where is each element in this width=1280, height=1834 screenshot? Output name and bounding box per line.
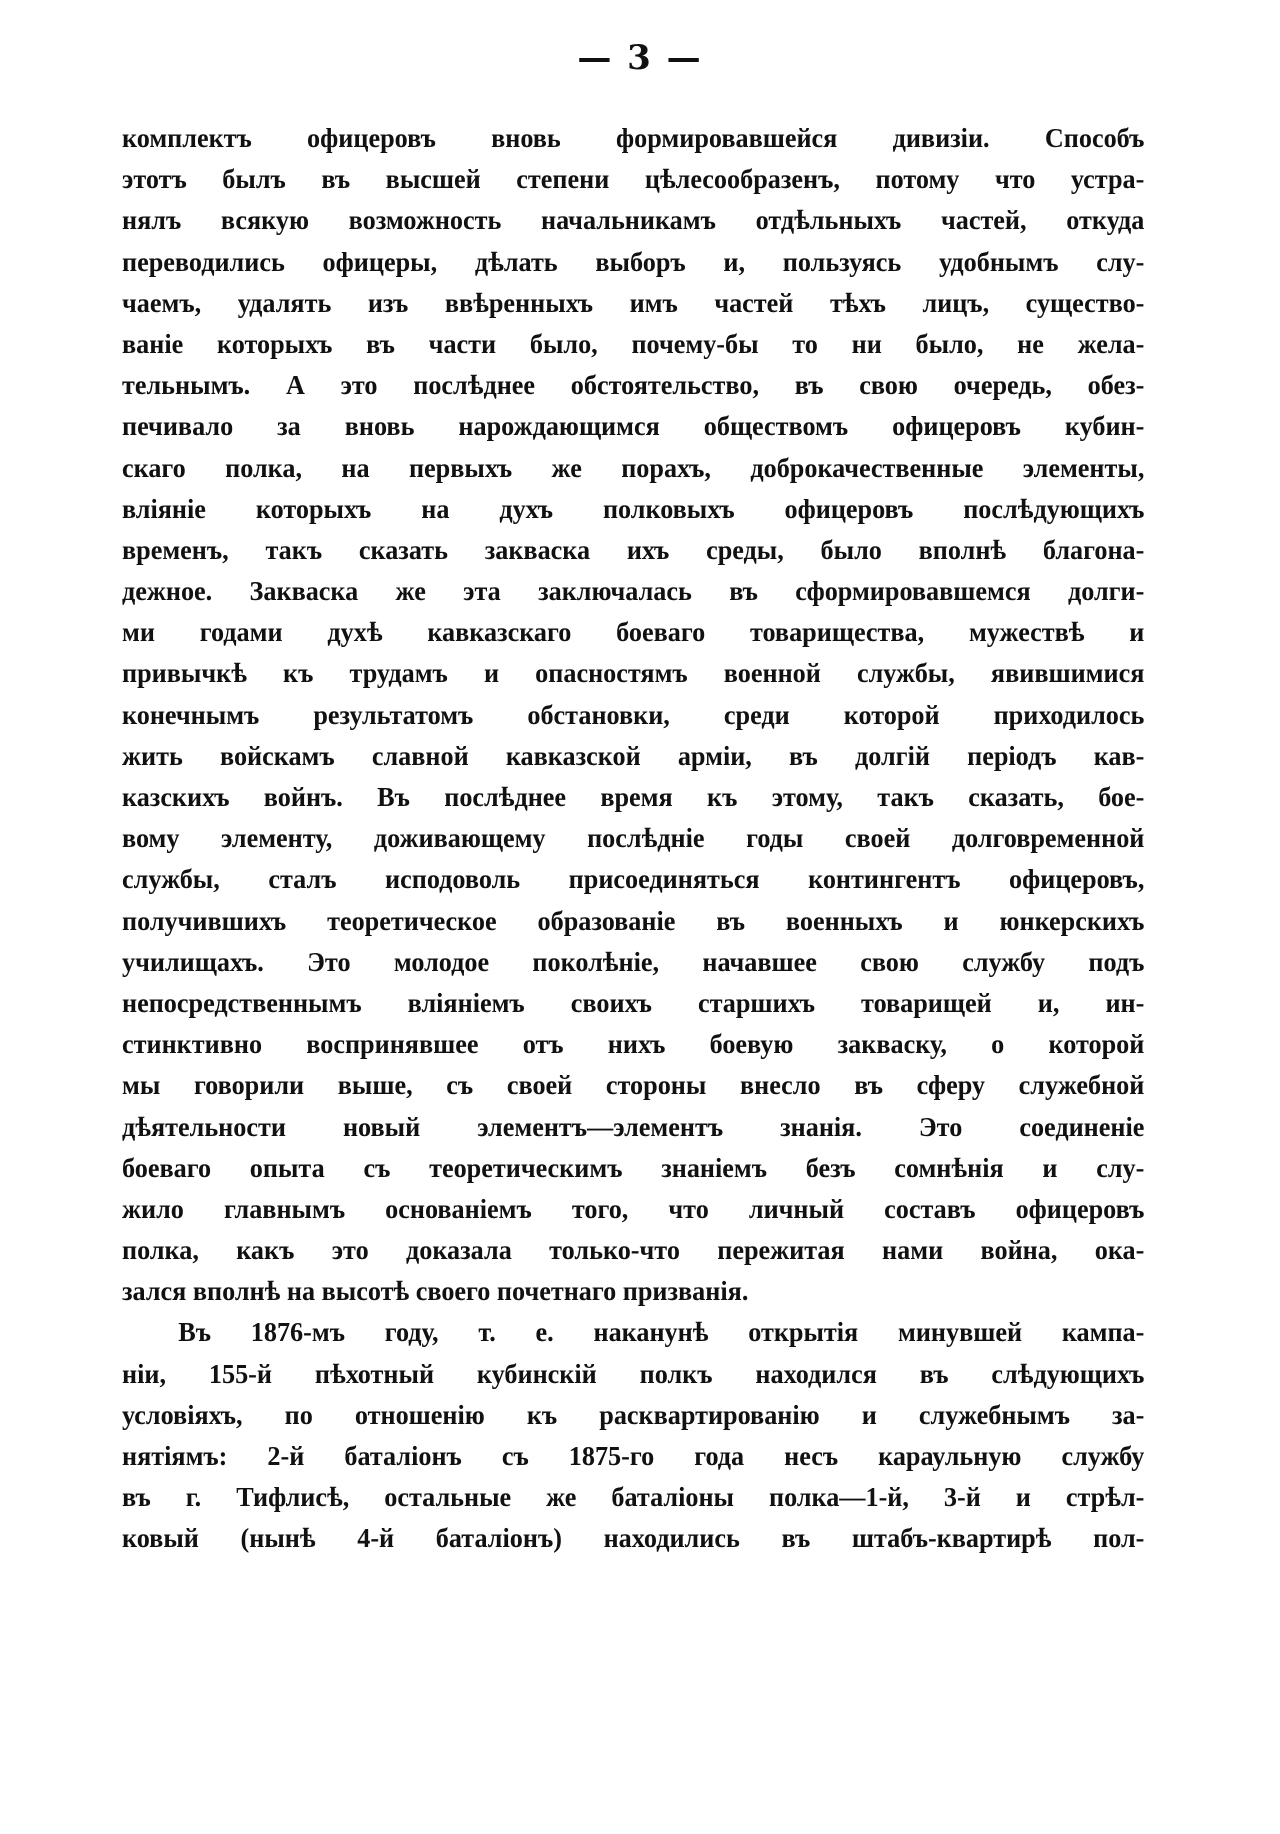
text-line: скаго полка, на первыхъ же порахъ, доброкачественные элементы, — [122, 452, 1145, 483]
text-line: службы, сталъ исподоволь присоединяться контингентъ офицеровъ, — [122, 864, 1145, 895]
text-line: казскихъ войнъ. Въ послѣднее время къ этому, такъ сказать, бое- — [122, 782, 1145, 812]
text-line: ніи, 155-й пѣхотный кубинскій полкъ находился въ слѣдующихъ — [122, 1358, 1145, 1389]
text-line: вому элементу, доживающему послѣдніе годы своей долговременной — [122, 823, 1145, 854]
text-line: ми годами духѣ кавказскаго боеваго товарищества, мужествѣ и — [122, 617, 1145, 648]
text-line: дѣятельности новый элементъ—элементъ знанія. Это соединеніе — [122, 1111, 1145, 1142]
text-line: привычкѣ къ трудамъ и опасностямъ военной службы, явившимися — [122, 658, 1145, 689]
text-line: конечнымъ результатомъ обстановки, среди которой приходилось — [122, 699, 1145, 730]
text-line: мы говорили выше, съ своей стороны внесло въ сферу служебной — [122, 1070, 1145, 1101]
text-line: нялъ всякую возможность начальникамъ отдѣльныхъ частей, откуда — [122, 205, 1145, 236]
text-line: временъ, такъ сказать закваска ихъ среды, было вполнѣ благона- — [122, 534, 1145, 565]
text-line: ваніе которыхъ въ части было, почему-бы то ни было, не жела- — [122, 328, 1145, 359]
text-line: переводились офицеры, дѣлать выборъ и, пользуясь удобнымъ слу- — [122, 246, 1145, 277]
body-text — [122, 118, 1144, 1560]
text-line: тельнымъ. А это послѣднее обстоятельство, въ свою очередь, обез- — [122, 370, 1145, 401]
text-line: дежное. Закваска же эта заключалась въ сформировавшемся долги- — [122, 576, 1145, 607]
text-line: въ г. Тифлисѣ, остальные же баталіоны полка—1-й, 3-й и стрѣл- — [122, 1482, 1145, 1513]
text-line: условіяхъ, по отношенію къ расквартированію и служебнымъ за- — [122, 1399, 1145, 1430]
text-line: чаемъ, удалять изъ ввѣренныхъ имъ частей тѣхъ лицъ, существо- — [122, 287, 1145, 318]
text-line: зался вполнѣ на высотѣ своего почетнаго призванія. — [122, 1276, 749, 1307]
text-line: печивало за вновь нарождающимся обществомъ офицеровъ кубин- — [122, 411, 1145, 442]
text-line: непосредственнымъ вліяніемъ своихъ старшихъ товарищей и, ин- — [122, 987, 1145, 1018]
text-line: жило главнымъ основаніемъ того, что личный составъ офицеровъ — [122, 1193, 1145, 1224]
text-line: училищахъ. Это молодое поколѣніе, начавшее свою службу подъ — [122, 946, 1145, 977]
page-number: — 3 — — [577, 38, 703, 78]
text-line: получившихъ теоретическое образованіе въ военныхъ и юнкерскихъ — [122, 905, 1145, 936]
text-line: жить войскамъ славной кавказской арміи, въ долгій періодъ кав- — [122, 740, 1145, 771]
text-line: нятіямъ: 2-й баталіонъ съ 1875-го года несъ караульную службу — [122, 1441, 1145, 1471]
text-line: комплектъ офицеровъ вновь формировавшейся дивизіи. Способъ — [122, 123, 1145, 153]
text-line: стинктивно воспринявшее отъ нихъ боевую закваску, о которой — [122, 1029, 1145, 1060]
text-line: вліяніе которыхъ на духъ полковыхъ офицеровъ послѣдующихъ — [122, 493, 1145, 524]
text-line: боеваго опыта съ теоретическимъ знаніемъ безъ сомнѣнія и слу- — [122, 1152, 1145, 1183]
text-line: ковый (нынѣ 4-й баталіонъ) находились въ штабъ-квартирѣ пол- — [122, 1523, 1145, 1554]
text-line: Въ 1876-мъ году, т. е. наканунѣ открытія минувшей кампа- — [178, 1317, 1145, 1348]
text-line: полка, какъ это доказала только-что пережитая нами война, ока- — [122, 1235, 1145, 1266]
text-line: этотъ былъ въ высшей степени цѣлесообразенъ, потому что устра- — [122, 164, 1145, 195]
